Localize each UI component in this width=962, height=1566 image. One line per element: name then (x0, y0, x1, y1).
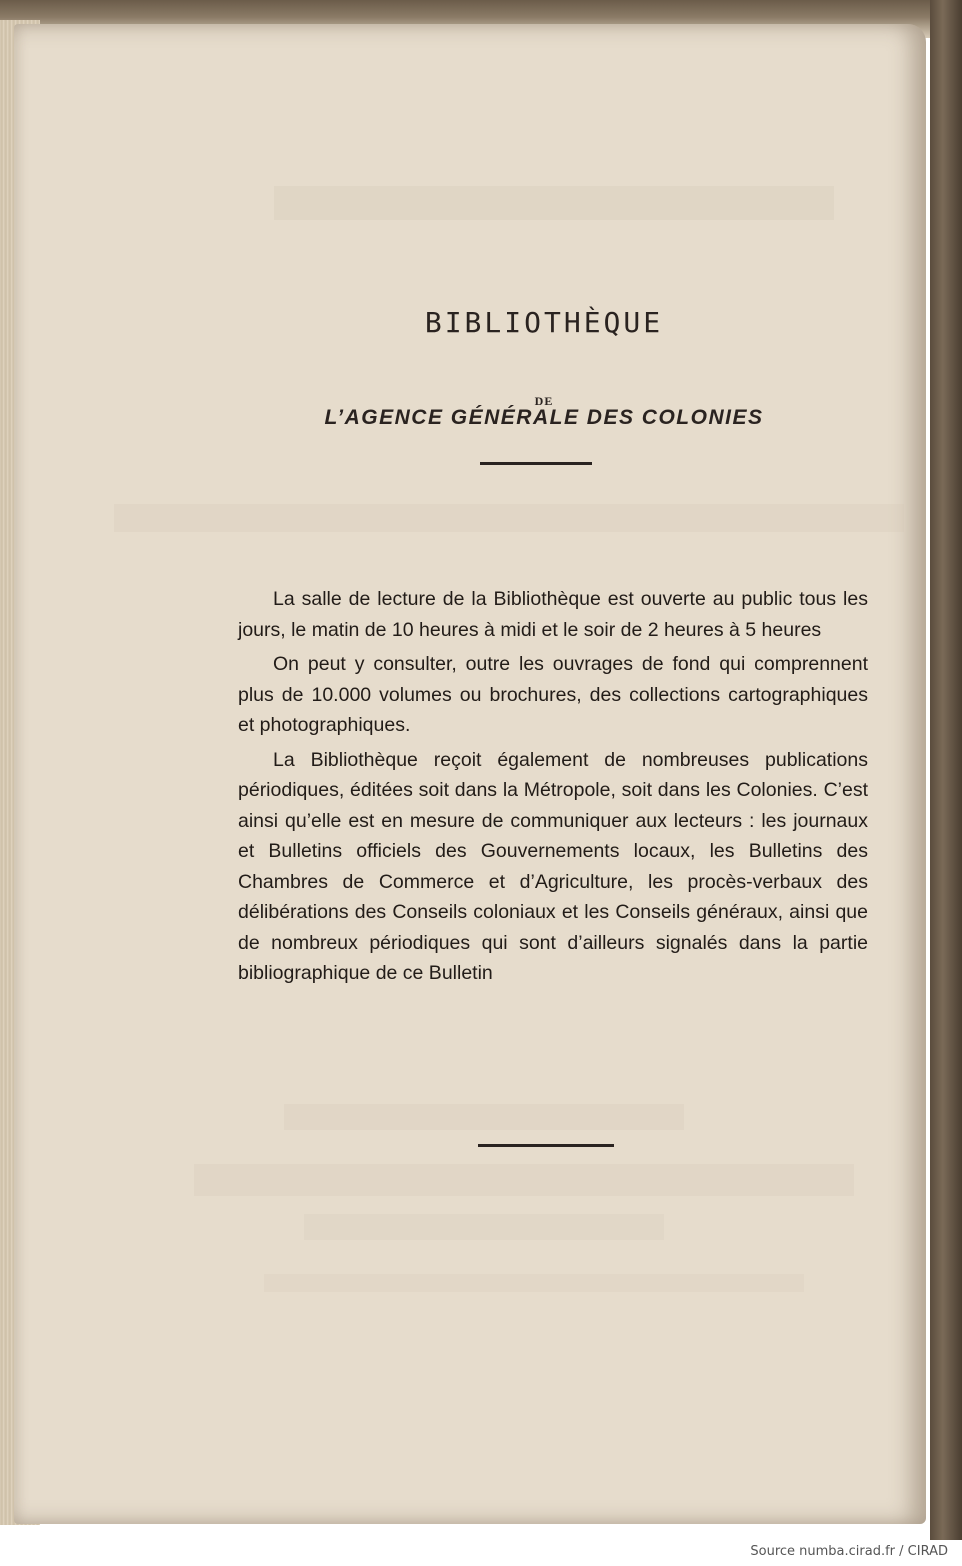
title-connector: DE (534, 394, 554, 408)
body-text (238, 584, 868, 993)
show-through-band (74, 494, 914, 544)
paragraph-periodicals: La Bibliothèque reçoit également de nombreuses publications périodiques, éditées soit dans la Métropole, soit dans les Colonies. C’est ainsi qu’elle est en mesure de communiquer aux lecteurs : les journaux et Bulletins officiels des Gouvernements locaux, les Bulletins des Chambres de Commerce et d’Agriculture, les procès-verbaux des délibérations des Conseils coloniaux et les Conseils généraux, ainsi que de nombreux périodiques qui sont d’ailleurs signalés dans la partie bibliographique de ce Bulletin (238, 748, 868, 984)
paragraph-opening-hours: La salle de lecture de la Bibliothèque est ouverte au public tous les jours, le matin de 10 heures à midi et le soir de 2 heures à 5 heures (238, 588, 868, 641)
source-credit: Source numba.cirad.fr / CIRAD (750, 1544, 948, 1559)
show-through-band (74, 174, 914, 234)
show-through-texture (74, 1104, 914, 1304)
paragraph-collections: On peut y consulter, outre les ouvrages de fond qui comprennent plus de 10.000 volumes ou brochures, des collections cartographiques et photographiques. (238, 653, 868, 736)
page-paper (14, 24, 926, 1524)
document-subtitle: L’AGENCE GÉNÉRALE DES COLONIES (324, 406, 764, 429)
show-through-texture (74, 174, 914, 234)
document-title: BIBLIOTHÈQUE (424, 306, 664, 339)
show-through-band (74, 1104, 914, 1304)
bottom-divider-rule (478, 1144, 614, 1147)
show-through-texture (74, 494, 914, 544)
book-spine (930, 0, 962, 1540)
top-divider-rule (480, 462, 592, 465)
